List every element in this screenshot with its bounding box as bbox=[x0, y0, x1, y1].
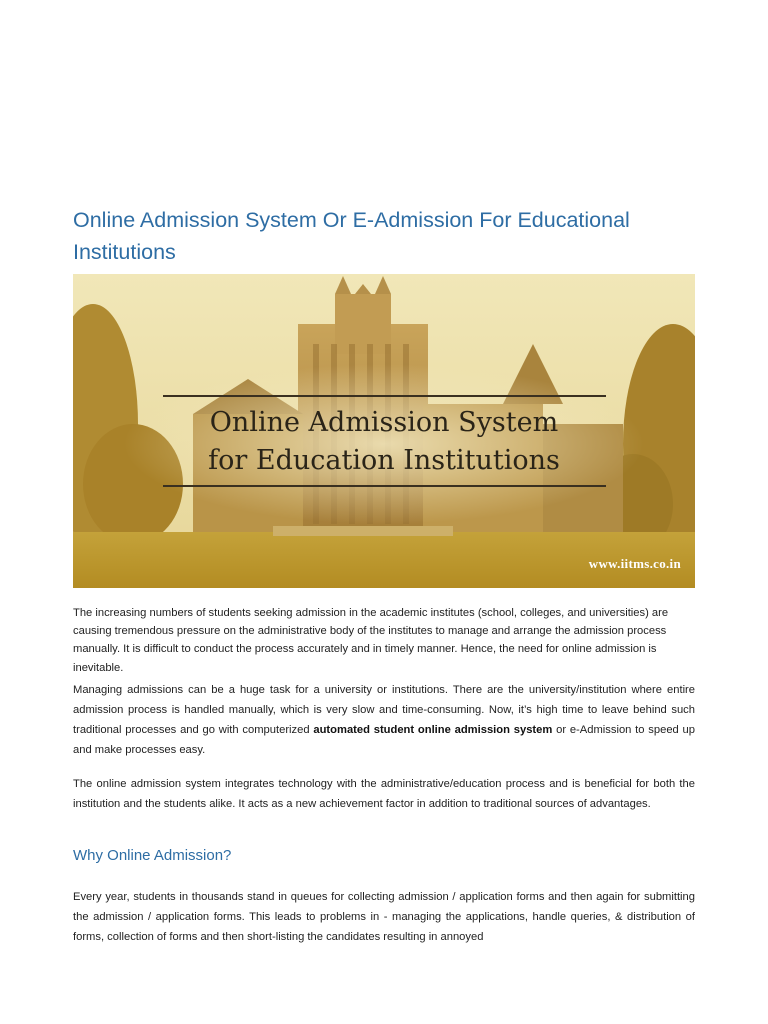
intro-paragraph: The increasing numbers of students seeking admission in the academic institutes (school, colleges, and universities) are causing tremendous pressure on the administrative body of the institutes to manage and arrange the admission process manually. It is difficult to conduct the process accurately and in timely manner. Hence, the need for online admission is inevitable. bbox=[73, 607, 669, 674]
integration-paragraph: The online admission system integrates technology with the administrative/education process and is beneficial for both the institution and the students alike. It acts as a new achievement factor in addition to traditional sources of advantages. bbox=[73, 778, 695, 810]
banner-heading-line-2: for Education Institutions bbox=[208, 445, 560, 476]
document-title: Online Admission System Or E-Admission For Educational Institutions bbox=[73, 208, 630, 264]
why-online-paragraph: Every year, students in thousands stand in queues for collecting admission / application forms and then again for submitting the admission / application forms. This leads to problems in - managing the applications, handle queries, & distribution of forms, collection of forms and then short-listing the candidates resulting in annoyed bbox=[73, 891, 695, 943]
paragraph-text: Managing admissions can be a huge task for a university or institutions. There are the university/institution where entire admission process is handled manually, which is very slow and time-consuming. Now, it’s high time to leave behind such traditional processes and go with computerized bbox=[73, 684, 695, 736]
bold-phrase: automated student online admission system bbox=[313, 724, 553, 736]
banner-heading-line-1: Online Admission System bbox=[209, 407, 559, 438]
banner-url: www.iitms.co.in bbox=[588, 556, 681, 571]
paragraph-text-end: or e-Admission to speed up and make processes easy. bbox=[73, 724, 695, 756]
banner-image bbox=[73, 274, 695, 588]
section-heading: Why Online Admission? bbox=[73, 847, 232, 864]
managing-admissions-paragraph bbox=[73, 680, 695, 760]
